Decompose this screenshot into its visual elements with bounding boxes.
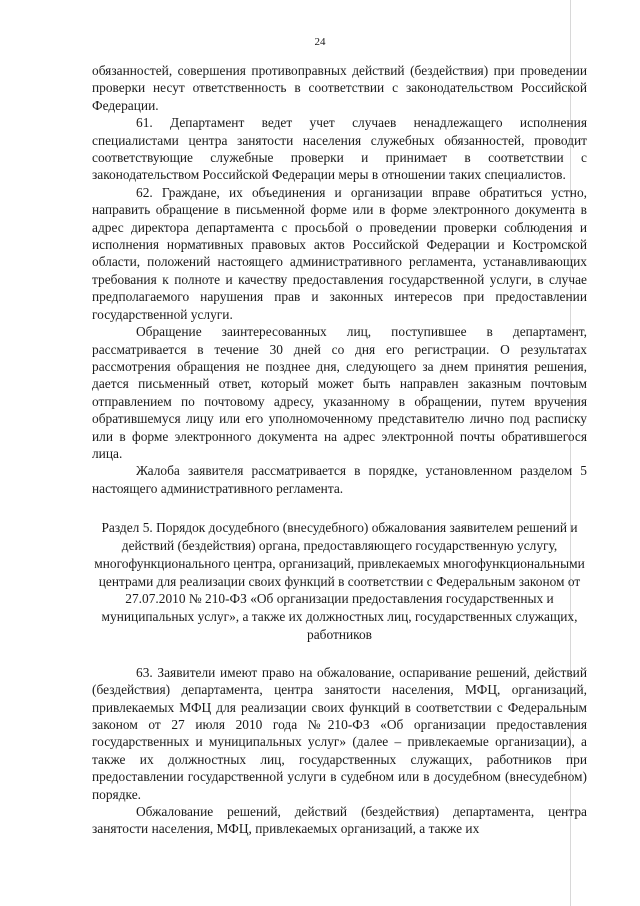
- paragraph-appeal-review: Обращение заинтересованных лиц, поступившее в департамент, рассматривается в течение 30 дней со дня его регистрации. О результатах рассмотрения обращения не позднее дня, следующего за днем принятия решения, дается письменный ответ, который может быть направлен заказным почтовым отправлением по почтовому адресу, указанному в обращении, путем вручения обратившемуся лицу или его уполномоченному представителю лично под расписку или в форме электронного документа на адрес электронной почты обратившегося лица.: [92, 324, 587, 461]
- paragraph-complaint: Жалоба заявителя рассматривается в порядке, установленном разделом 5 настоящего административного регламента.: [92, 463, 587, 496]
- paragraph-61: 61. Департамент ведет учет случаев ненадлежащего исполнения специалистами центра занятости населения служебных обязанностей, проводит соответствующие служебные проверки и принимает в соответствии с законодательством Российской Федерации меры в отношении таких специалистов.: [92, 115, 587, 183]
- section-5-heading: Раздел 5. Порядок досудебного (внесудебного) обжалования заявителем решений и действий (бездействия) органа, предоставляющего государственную услугу, многофункционального центра, организаций, привлекаемых многофункциональными центрами для реализации своих функций в соответствии с Федеральным законом от 27.07.2010 № 210-ФЗ «Об организации предоставления государственных и муниципальных услуг», а также их должностных лиц, государственных служащих, работников: [94, 520, 585, 642]
- document-body: [92, 62, 587, 838]
- paragraph-appeal-continuation: Обжалование решений, действий (бездействия) департамента, центра занятости населения, МФЦ, привлекаемых организаций, а также их: [92, 803, 587, 837]
- paragraph-63: 63. Заявители имеют право на обжалование, оспаривание решений, действий (бездействия) департамента, центра занятости населения, МФЦ, организаций, привлекаемых МФЦ для реализации своих функций в соответствии с Федеральным законом от 27 июля 2010 года №210-ФЗ «Об организации предоставления государственных и муниципальных услуг» (далее – привлекаемые организации), а также их должностных лиц, государственных служащих, работников при предоставлении государственной услуги в судебном или в досудебном (внесудебном) порядке.: [92, 664, 587, 802]
- paragraph-62: 62. Граждане, их объединения и организации вправе обратиться устно, направить обращение в письменной форме или в форме электронного документа в адрес директора департамента с просьбой о проведении проверки соблюдения и исполнения нормативных правовых актов Российской Федерации и Костромской области, положений настоящего административного регламента, устанавливающих требования к полноте и качеству предоставления государственной услуги, в случае предполагаемого нарушения прав и законных интересов при предоставлении государственной услуги.: [92, 184, 587, 322]
- page-number: 24: [314, 36, 326, 48]
- paragraph-continuation: обязанностей, совершения противоправных действий (бездействия) при проведении проверки несут ответственность в соответствии с законодательством Российской Федерации.: [92, 63, 587, 113]
